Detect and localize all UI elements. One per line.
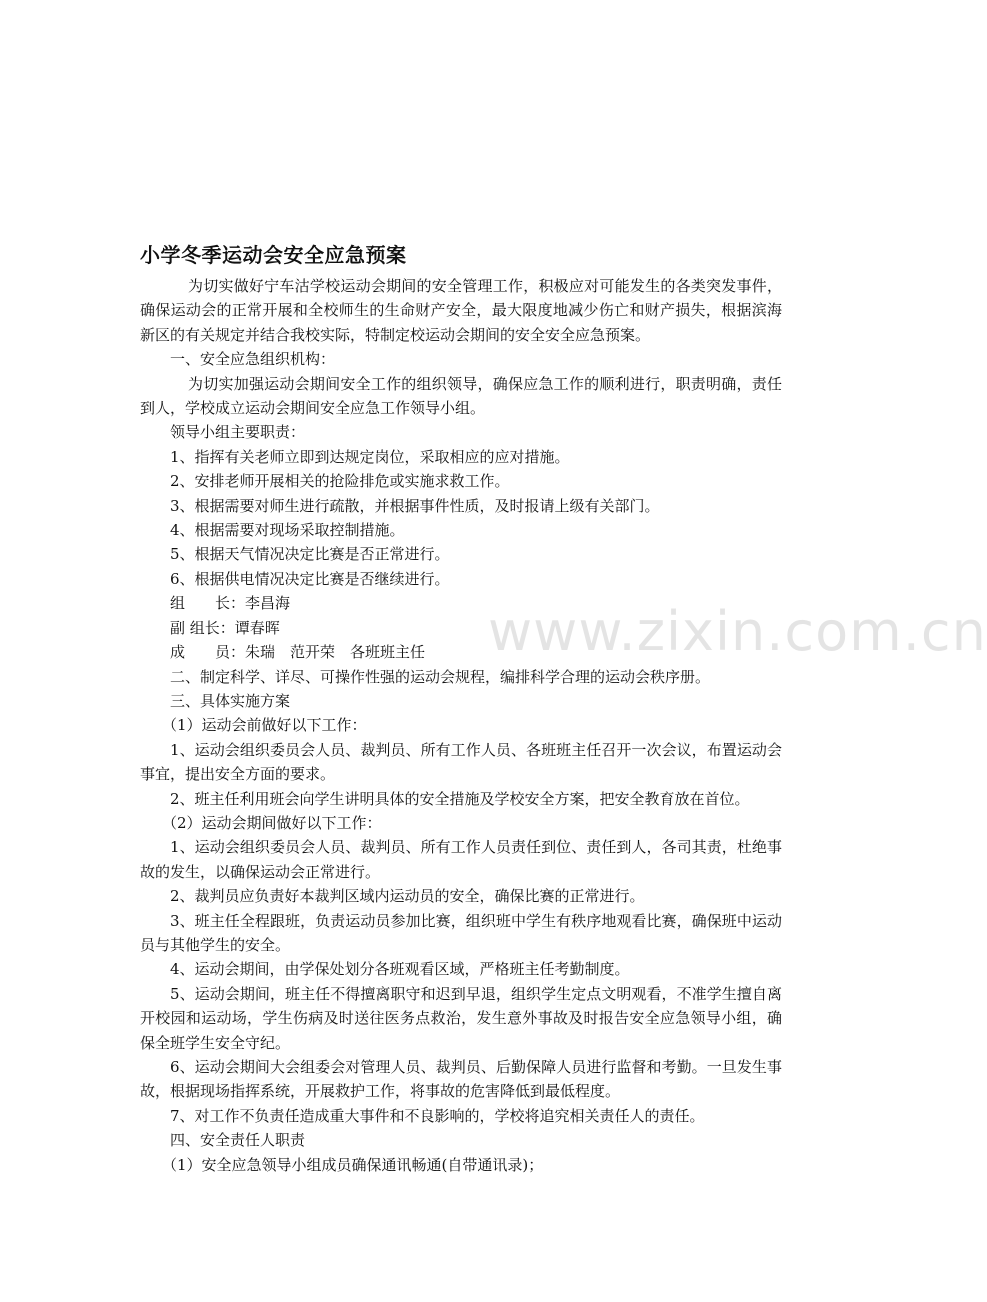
duty-item-5: 5、根据天气情况决定比赛是否正常进行。 xyxy=(170,545,450,564)
duties-heading: 领导小组主要职责： xyxy=(170,423,306,442)
intro-paragraph: 为切实做好宁车沽学校运动会期间的安全管理工作，积极应对可能发生的各类突发事件，确保运动会的正常开展和全校师生的生命财产安全，最大限度地减少伤亡和财产损失，根据滨海新区的有关规定并结合我校实际，特制定校运动会期间的安全安全应急预案。 xyxy=(140,277,782,344)
subsection-before: （1）运动会前做好以下工作： xyxy=(162,716,367,735)
members-line: 成 员：朱瑞 范开荣 各班班主任 xyxy=(170,643,426,662)
watermark-text: www.zixin.com.cn xyxy=(488,600,987,663)
duty-item-1: 1、指挥有关老师立即到达规定岗位，采取相应的应对措施。 xyxy=(170,447,570,466)
during-item-1: 1、运动会组织委员会人员、裁判员、所有工作人员责任到位、责任到人，各司其责，杜绝事故的发生，以确保运动会正常进行。 xyxy=(140,838,782,881)
subsection-during: （2）运动会期间做好以下工作： xyxy=(162,813,382,832)
document-title: 小学冬季运动会安全应急预案 xyxy=(140,243,407,267)
responsibility-item-1: （1）安全应急领导小组成员确保通讯畅通(自带通讯录)； xyxy=(162,1155,544,1174)
leader-line: 组 长：李昌海 xyxy=(170,594,291,613)
duty-item-6: 6、根据供电情况决定比赛是否继续进行。 xyxy=(170,569,450,588)
before-item-1: 1、运动会组织委员会人员、裁判员、所有工作人员、各班班主任召开一次会议，布置运动会事宜，提出安全方面的要求。 xyxy=(140,740,782,784)
deputy-leader-line: 副 组长：谭春晖 xyxy=(170,618,280,637)
duty-item-2: 2、安排老师开展相关的抢险排危或实施求救工作。 xyxy=(170,472,510,491)
section-heading-1: 一、安全应急组织机构： xyxy=(170,350,336,369)
duty-item-4: 4、根据需要对现场采取控制措施。 xyxy=(170,521,405,540)
before-item-2: 2、班主任利用班会向学生讲明具体的安全措施及学校安全方案，把安全教育放在首位。 xyxy=(170,789,750,808)
during-item-2: 2、裁判员应负责好本裁判区域内运动员的安全，确保比赛的正常进行。 xyxy=(170,887,645,906)
during-item-5: 5、运动会期间，班主任不得擅离职守和迟到早退，组织学生定点文明观看，不准学生擅自离开校园和运动场，学生伤病及时送往医务点救治，发生意外事故及时报告安全应急领导小组，确保全班学生安全守纪。 xyxy=(140,984,782,1052)
paragraph-org: 为切实加强运动会期间安全工作的组织领导，确保应急工作的顺利进行，职责明确，责任到人，学校成立运动会期间安全应急工作领导小组。 xyxy=(140,374,782,418)
section-heading-4: 四、安全责任人职责 xyxy=(170,1131,306,1150)
document-body xyxy=(140,240,782,1177)
during-item-7: 7、对工作不负责任造成重大事件和不良影响的，学校将追究相关责任人的责任。 xyxy=(170,1106,705,1125)
during-item-4: 4、运动会期间，由学保处划分各班观看区域，严格班主任考勤制度。 xyxy=(170,960,630,979)
during-item-3: 3、班主任全程跟班，负责运动员参加比赛，组织班中学生有秩序地观看比赛，确保班中运动员与其他学生的安全。 xyxy=(140,911,782,954)
duty-item-3: 3、根据需要对师生进行疏散，并根据事件性质，及时报请上级有关部门。 xyxy=(170,496,660,515)
section-heading-2: 二、制定科学、详尽、可操作性强的运动会规程，编排科学合理的运动会秩序册。 xyxy=(170,667,711,686)
during-item-6: 6、运动会期间大会组委会对管理人员、裁判员、后勤保障人员进行监督和考勤。一旦发生事故，根据现场指挥系统，开展救护工作，将事故的危害降低到最低程度。 xyxy=(140,1058,782,1101)
section-heading-3: 三、具体实施方案 xyxy=(170,691,291,710)
